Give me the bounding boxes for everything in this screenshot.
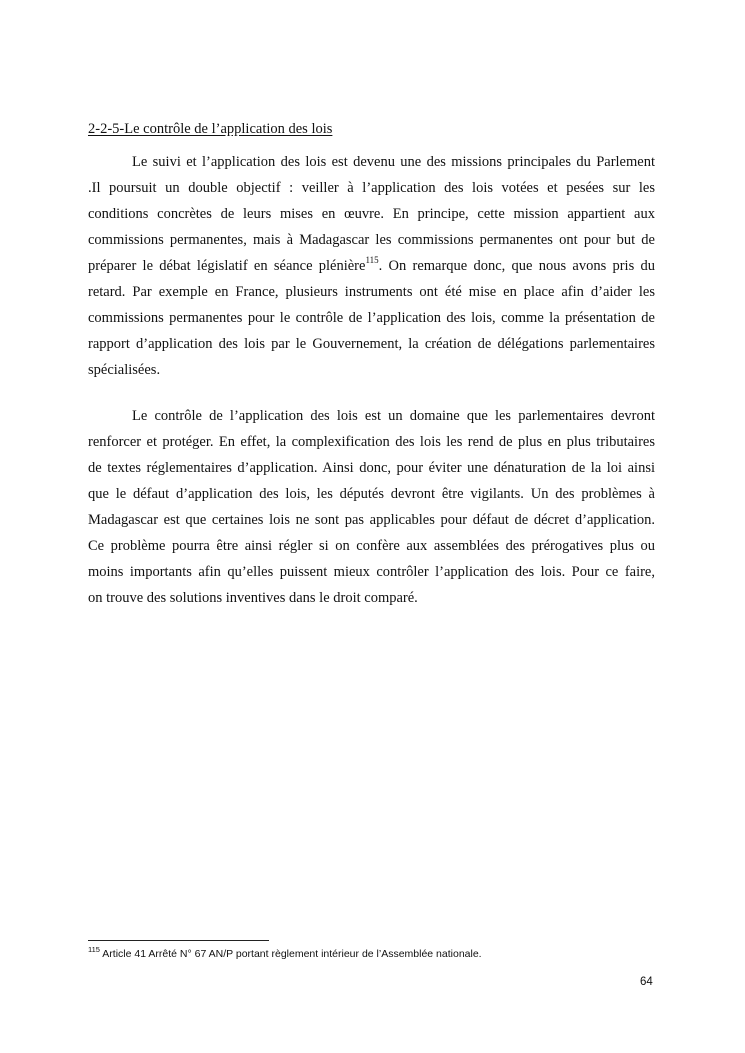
footnote-separator: [88, 940, 269, 941]
paragraph-line: moins importants afin qu’elles puissent mieux contrôler l’application des lois. Pour ce faire,: [88, 564, 655, 580]
paragraph-line: conditions concrètes de leurs mises en œuvre. En principe, cette mission appartient aux: [88, 206, 655, 222]
paragraph-line: Le contrôle de l’application des lois est un domaine que les parlementaires devront: [132, 408, 655, 424]
paragraph-line: .Il poursuit un double objectif : veiller à l’application des lois votées et pesées sur les: [88, 180, 655, 196]
footnote-number: 115: [88, 944, 100, 954]
paragraph-line: renforcer et protéger. En effet, la complexification des lois les rend de plus en plus tributaires: [88, 434, 655, 450]
paragraph-line: Le suivi et l’application des lois est devenu une des missions principales du Parlement: [132, 154, 655, 170]
line-text: préparer le débat législatif en séance plénière: [88, 258, 366, 274]
paragraph-line: commissions permanentes, mais à Madagascar les commissions permanentes ont pour but de: [88, 232, 655, 248]
footnote-reference: 115: [365, 255, 379, 266]
footnote: [88, 944, 482, 960]
paragraph-line: de textes réglementaires d’application. Ainsi donc, pour éviter une dénaturation de la loi ainsi: [88, 460, 655, 476]
paragraph-line: spécialisées.: [88, 362, 161, 378]
paragraph-line: retard. Par exemple en France, plusieurs instruments ont été mise en place afin d’aider les: [88, 284, 655, 300]
paragraph-line: Ce problème pourra être ainsi régler si on confère aux assemblées des prérogatives plus ou: [88, 538, 655, 554]
footnote-text: Article 41 Arrêté N° 67 AN/P portant règlement intérieur de l’Assemblée nationale.: [99, 948, 482, 960]
paragraph-line: Madagascar est que certaines lois ne sont pas applicables pour défaut de décret d’application.: [88, 512, 655, 528]
paragraph-line: rapport d’application des lois par le Gouvernement, la création de délégations parlementaires: [88, 336, 655, 352]
paragraph-2: [88, 403, 655, 611]
paragraph-1: [88, 149, 655, 383]
section-heading: 2-2-5-Le contrôle de l’application des lois: [88, 121, 333, 137]
paragraph-line: on trouve des solutions inventives dans le droit comparé.: [88, 590, 418, 606]
paragraph-line: que le défaut d’application des lois, les députés devront être vigilants. Un des problèmes à: [88, 486, 655, 502]
paragraph-line-with-footnote: [88, 253, 655, 279]
page-number: 64: [640, 976, 653, 988]
paragraph-line: commissions permanentes pour le contrôle de l’application des lois, comme la présentation de: [88, 310, 655, 326]
line-text: . On remarque donc, que nous avons pris du: [378, 258, 655, 274]
